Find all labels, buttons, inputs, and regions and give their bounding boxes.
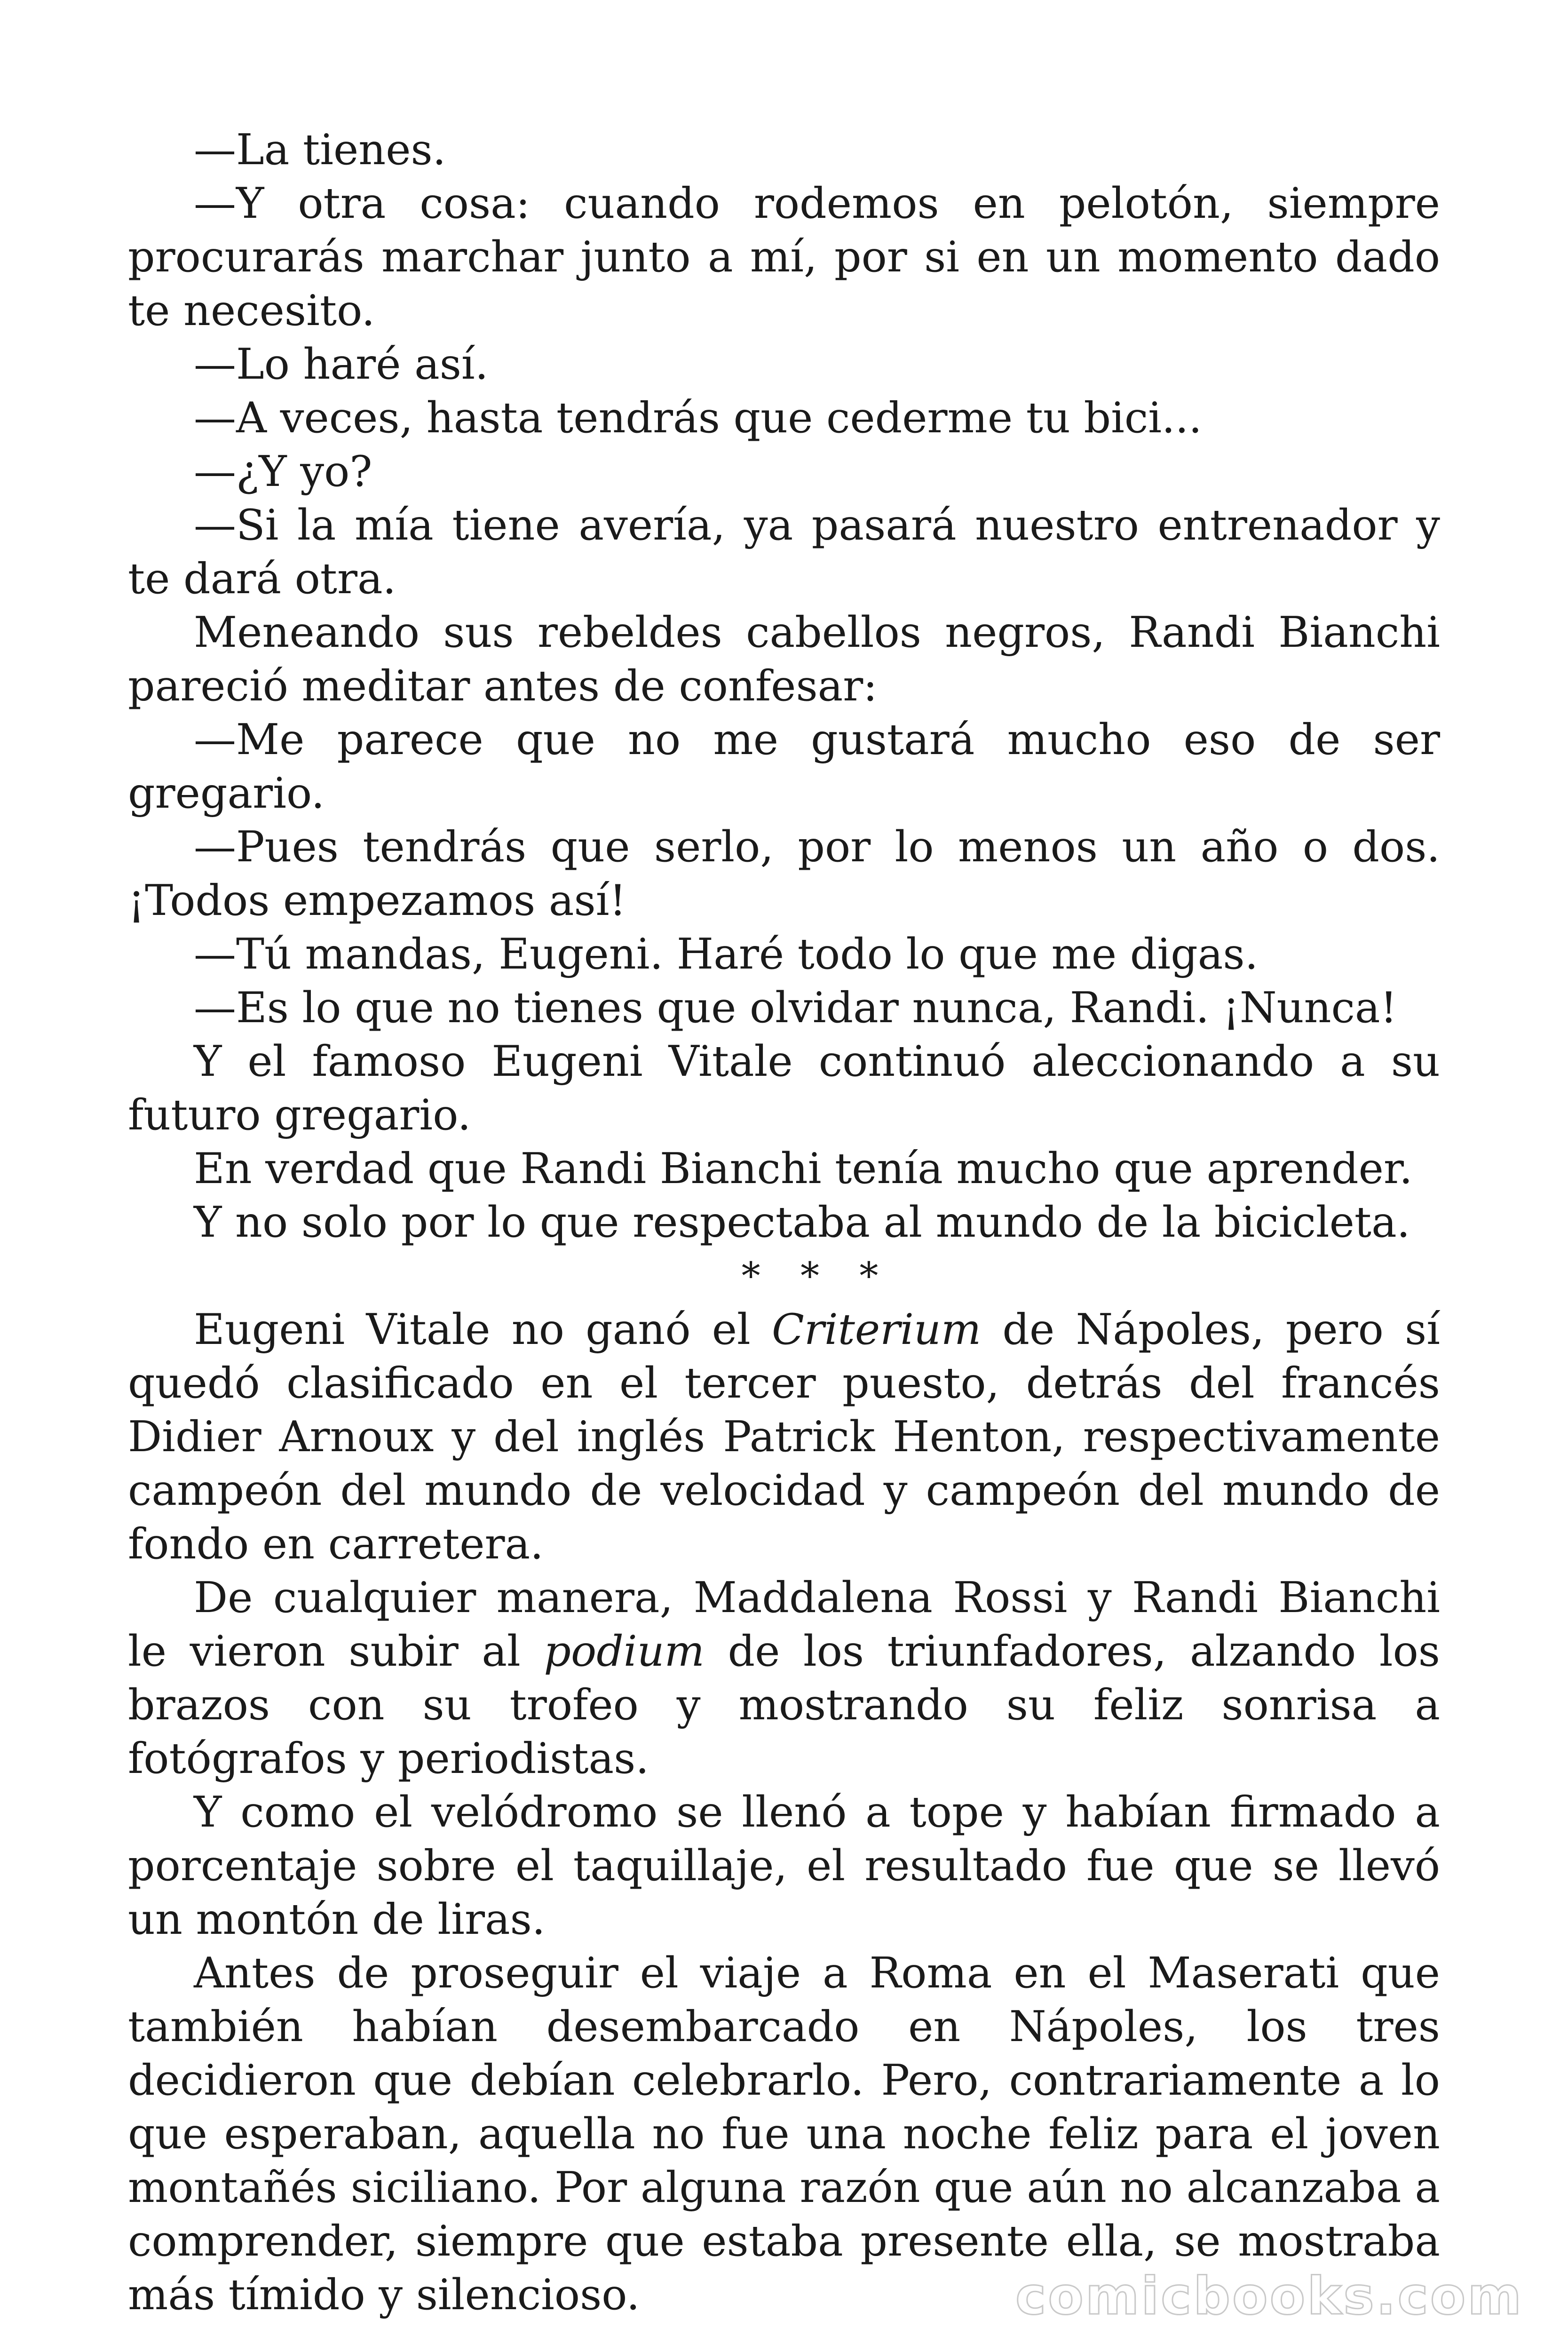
italic-term: Criterium: [771, 1305, 982, 1354]
paragraph-dialogue-3: —Lo haré así.: [194, 340, 489, 389]
paragraph-podium: [128, 1571, 1440, 1786]
paragraph-dialogue-9: —Tú mandas, Eugeni. Haré todo lo que me digas.: [194, 930, 1259, 979]
paragraph-narration-1: Meneando sus rebeldes cabellos negros, Randi Bianchi pareció meditar antes de confesar:: [128, 608, 1440, 711]
paragraph-dialogue-2: —Y otra cosa: cuando rodemos en pelotón, siempre procurarás marchar junto a mí, por si en un momento dado te necesito.: [128, 179, 1440, 335]
watermark-logo: comicbooks.com: [1015, 2266, 1523, 2326]
paragraph-narration-3: En verdad que Randi Bianchi tenía mucho que aprender.: [194, 1144, 1413, 1193]
text-run: de los triunfadores, alzando los brazos con su trofeo y mostrando su feliz sonrisa a fotógrafos y periodistas.: [128, 1627, 1440, 1783]
paragraph-dialogue-5: —¿Y yo?: [194, 447, 372, 496]
paragraph-velodromo: Y como el velódromo se llenó a tope y habían firmado a porcentaje sobre el taquillaje, el resultado fue que se llevó un montón de liras.: [128, 1788, 1440, 1944]
paragraph-dialogue-1: —La tienes.: [194, 125, 446, 175]
paragraph-narration-2: Y el famoso Eugeni Vitale continuó aleccionando a su futuro gregario.: [128, 1037, 1440, 1140]
paragraph-dialogue-10: —Es lo que no tienes que olvidar nunca, Randi. ¡Nunca!: [194, 983, 1397, 1033]
paragraph-celebracion: Antes de proseguir el viaje a Roma en el Maserati que también habían desembarcado en Nápoles, los tres decidieron que debían celebrarlo. Pero, contrariamente a lo que esperaban, aquella no fue una noche feliz para el joven montañés siciliano. Por alguna razón que aún no alcanzaba a comprender, siempre que estaba presente ella, se mostraba más tímido y silencioso.: [128, 1948, 1440, 2320]
book-page: [128, 123, 1440, 2322]
paragraph-dialogue-7: —Me parece que no me gustará mucho eso de ser gregario.: [128, 715, 1440, 818]
italic-term: podium: [544, 1627, 705, 1676]
paragraph-dialogue-8: —Pues tendrás que serlo, por lo menos un año o dos. ¡Todos empezamos así!: [128, 822, 1440, 925]
text-run: de Nápoles, pero sí quedó clasificado en el tercer puesto, detrás del francés Didier Arnoux y del inglés Patrick Henton, respectivamente campeón del mundo de velocidad y campeón del mundo de fondo en carretera.: [128, 1305, 1440, 1569]
text-run: De cualquier manera, Maddalena Rossi y Randi Bianchi le vieron subir al: [128, 1573, 1440, 1676]
paragraph-narration-4: Y no solo por lo que respectaba al mundo de la bicicleta.: [194, 1198, 1410, 1247]
paragraph-criterium: [128, 1303, 1440, 1571]
paragraph-dialogue-6: —Si la mía tiene avería, ya pasará nuestro entrenador y te dará otra.: [128, 501, 1440, 604]
section-break: * * *: [741, 1254, 893, 1298]
text-run: Eugeni Vitale no ganó el: [194, 1305, 772, 1354]
paragraph-dialogue-4: —A veces, hasta tendrás que cederme tu bici...: [194, 393, 1202, 443]
